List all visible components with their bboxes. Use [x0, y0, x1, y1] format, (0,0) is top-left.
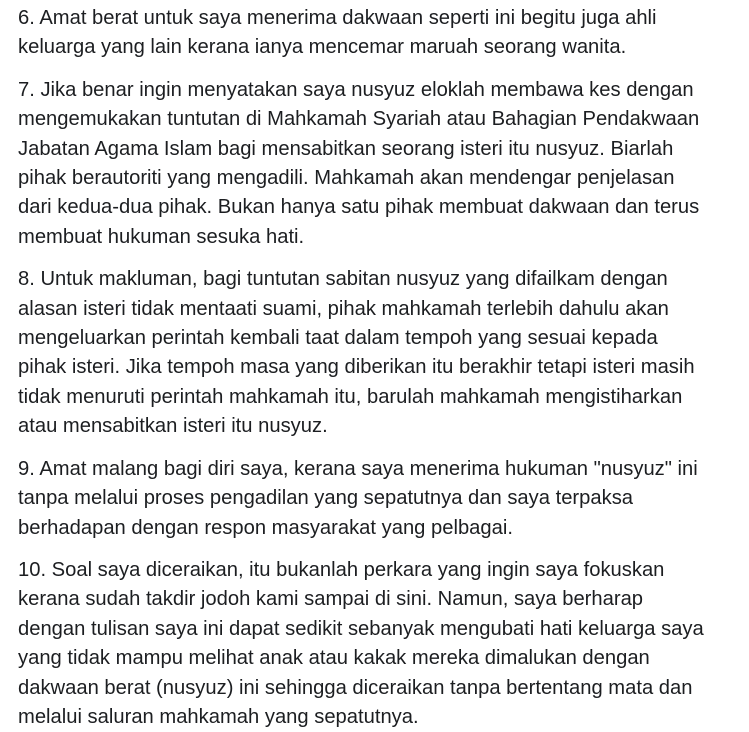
paragraph-line: alasan isteri tidak mentaati suami, pihak mahkamah terlebih dahulu akan	[18, 297, 669, 320]
paragraph-line: 7. Jika benar ingin menyatakan saya nusyuz eloklah membawa kes dengan	[18, 78, 694, 101]
paragraph-line: tidak menuruti perintah mahkamah itu, barulah mahkamah mengistiharkan	[18, 385, 683, 408]
paragraph-line: mengemukakan tuntutan di Mahkamah Syariah atau Bahagian Pendakwaan	[18, 108, 700, 131]
paragraph-line: 9. Amat malang bagi diri saya, kerana saya menerima hukuman "nusyuz" ini	[18, 457, 698, 480]
paragraph-line: atau mensabitkan isteri itu nusyuz.	[18, 415, 328, 438]
paragraph-line: pihak berautoriti yang mengadili. Mahkamah akan mendengar penjelasan	[18, 167, 675, 190]
paragraph-line: dengan tulisan saya ini dapat sedikit sebanyak mengubati hati keluarga saya	[18, 617, 704, 640]
paragraph-line: tanpa melalui proses pengadilan yang sepatutnya dan saya terpaksa	[18, 487, 634, 510]
paragraph-line: dari kedua-dua pihak. Bukan hanya satu pihak membuat dakwaan dan terus	[18, 196, 700, 219]
paragraph-line: dakwaan berat (nusyuz) ini sehingga diceraikan tanpa bertentang mata dan	[18, 676, 693, 699]
paragraph-8	[18, 265, 749, 441]
paragraph-line: berhadapan dengan respon masyarakat yang pelbagai.	[18, 516, 513, 539]
paragraph-line: pihak isteri. Jika tempoh masa yang diberikan itu berakhir tetapi isteri masih	[18, 356, 695, 379]
paragraph-line: melalui saluran mahkamah yang sepatutnya.	[18, 705, 419, 728]
paragraph-line: 6. Amat berat untuk saya menerima dakwaan seperti ini begitu juga ahli	[18, 7, 657, 29]
paragraph-line: kerana sudah takdir jodoh kami sampai di sini. Namun, saya berharap	[18, 588, 644, 611]
paragraph-line: membuat hukuman sesuka hati.	[18, 225, 305, 248]
paragraph-10	[18, 556, 749, 732]
paragraph-6	[18, 4, 749, 63]
paragraph-9	[18, 455, 749, 543]
paragraph-7	[18, 76, 749, 252]
paragraph-line: 8. Untuk makluman, bagi tuntutan sabitan nusyuz yang difailkam dengan	[18, 268, 668, 291]
paragraph-line: yang tidak mampu melihat anak atau kakak mereka dimalukan dengan	[18, 647, 650, 670]
paragraph-line: 10. Soal saya diceraikan, itu bukanlah perkara yang ingin saya fokuskan	[18, 558, 665, 581]
paragraph-line: keluarga yang lain kerana ianya mencemar maruah seorang wanita.	[18, 36, 627, 59]
paragraph-line: mengeluarkan perintah kembali taat dalam tempoh yang sesuai kepada	[18, 327, 658, 350]
paragraph-line: Jabatan Agama Islam bagi mensabitkan seorang isteri itu nusyuz. Biarlah	[18, 137, 674, 160]
